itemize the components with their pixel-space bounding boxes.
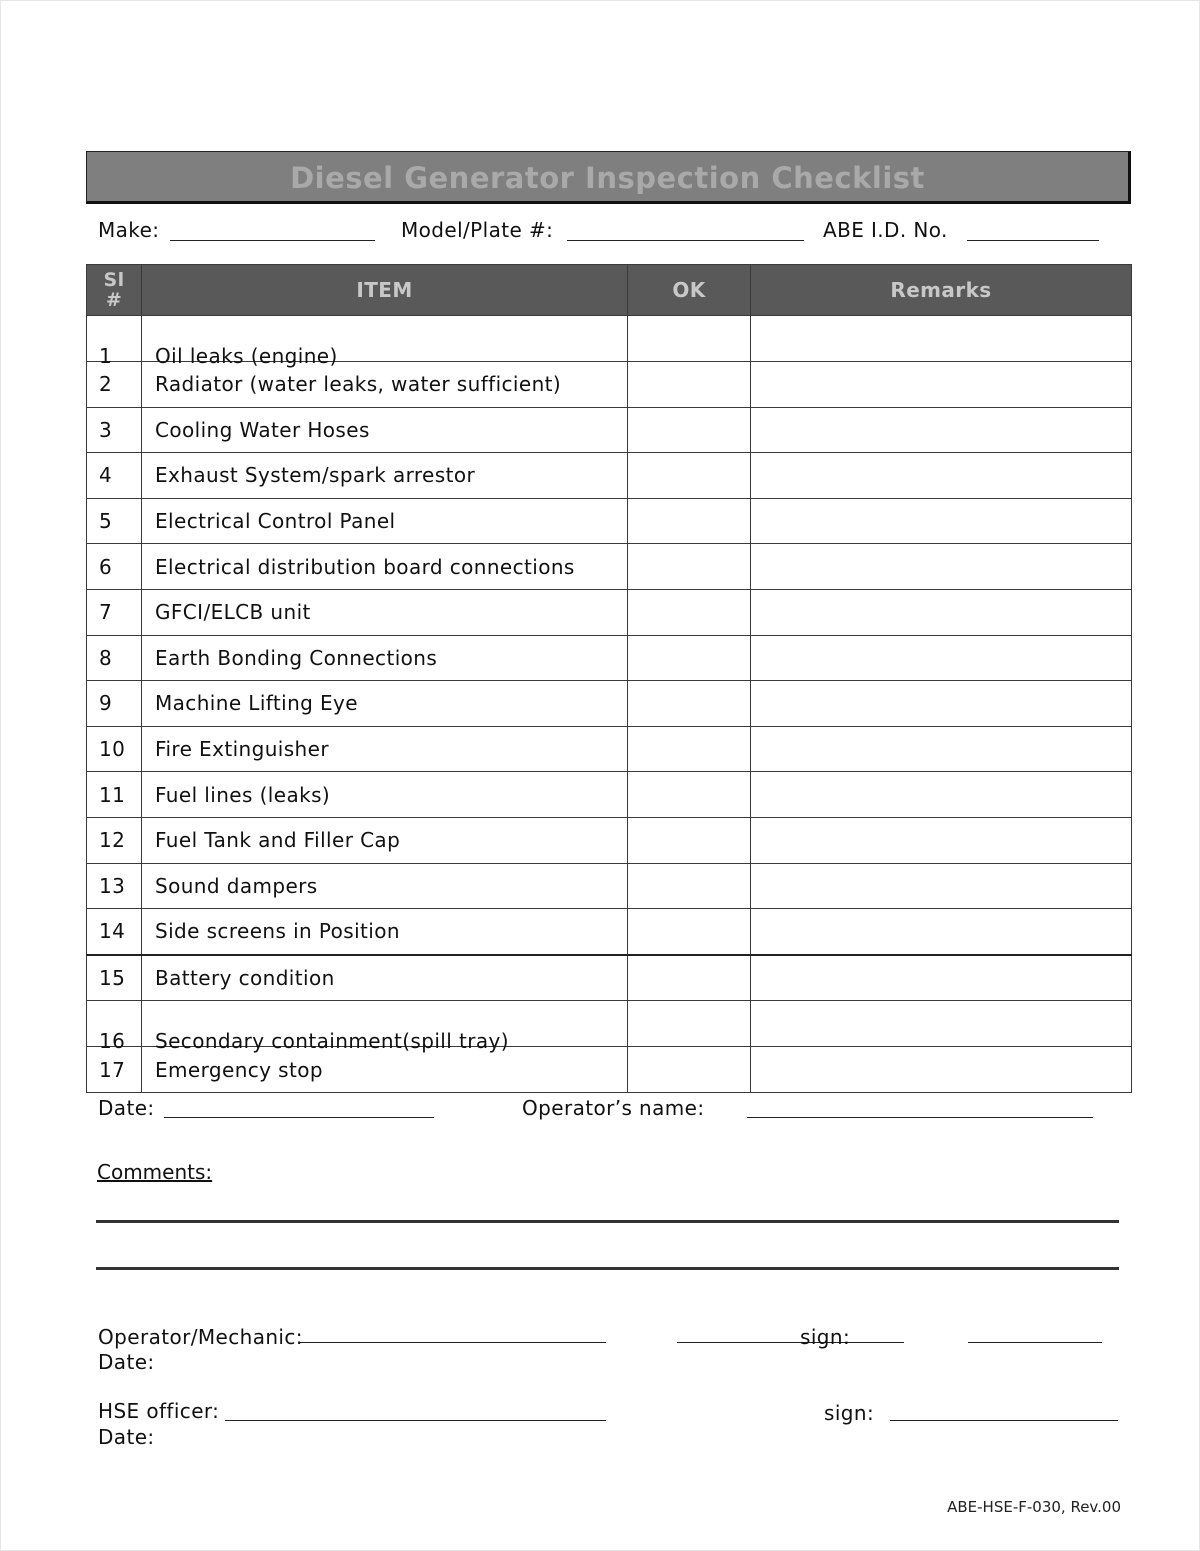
row-number: 8 xyxy=(87,635,142,681)
row-number: 5 xyxy=(87,498,142,544)
row-ok-cell[interactable] xyxy=(628,453,751,499)
abe-id-label: ABE I.D. No. xyxy=(823,218,948,242)
row-number: 1 xyxy=(87,316,142,362)
table-row xyxy=(87,1047,1132,1093)
row-remarks-cell[interactable] xyxy=(751,635,1132,681)
row-ok-cell[interactable] xyxy=(628,544,751,590)
row-number: 15 xyxy=(87,955,142,1001)
table-row xyxy=(87,726,1132,772)
row-remarks-cell[interactable] xyxy=(751,362,1132,408)
row-item: Oil leaks (engine) xyxy=(142,316,628,362)
row-item: Electrical distribution board connections xyxy=(142,544,628,590)
row-item: Electrical Control Panel xyxy=(142,498,628,544)
row-ok-cell[interactable] xyxy=(628,316,751,362)
row-item: Emergency stop xyxy=(142,1047,628,1093)
table-row xyxy=(87,955,1132,1001)
table-row xyxy=(87,544,1132,590)
column-header-sl-part: Sl xyxy=(103,269,125,291)
row-ok-cell[interactable] xyxy=(628,909,751,955)
hse-sign-label: sign: xyxy=(824,1401,875,1425)
abe-id-field[interactable] xyxy=(967,240,1099,241)
row-number: 6 xyxy=(87,544,142,590)
row-ok-cell[interactable] xyxy=(628,589,751,635)
row-remarks-cell[interactable] xyxy=(751,589,1132,635)
column-header-item: ITEM xyxy=(142,265,628,316)
row-number: 2 xyxy=(87,362,142,408)
row-remarks-cell[interactable] xyxy=(751,1001,1132,1047)
table-row xyxy=(87,681,1132,727)
mechanic-name-field[interactable] xyxy=(300,1342,606,1343)
column-header-remarks: Remarks xyxy=(751,265,1132,316)
row-number: 10 xyxy=(87,726,142,772)
row-remarks-cell[interactable] xyxy=(751,955,1132,1001)
row-remarks-cell[interactable] xyxy=(751,1047,1132,1093)
table-header-row xyxy=(87,265,1132,316)
table-row xyxy=(87,1001,1132,1047)
table-row xyxy=(87,635,1132,681)
mechanic-sign-line[interactable] xyxy=(677,1342,904,1343)
document-title: Diesel Generator Inspection Checklist xyxy=(86,151,1131,204)
row-number: 13 xyxy=(87,863,142,909)
row-ok-cell[interactable] xyxy=(628,407,751,453)
row-remarks-cell[interactable] xyxy=(751,863,1132,909)
row-item: Fuel lines (leaks) xyxy=(142,772,628,818)
row-item: Secondary containment(spill tray) xyxy=(142,1001,628,1047)
row-item: Fuel Tank and Filler Cap xyxy=(142,817,628,863)
mechanic-sign-label: sign: xyxy=(800,1325,851,1349)
row-number: 16 xyxy=(87,1001,142,1047)
make-field[interactable] xyxy=(170,240,375,241)
checklist-table xyxy=(86,264,1132,1093)
row-number: 17 xyxy=(87,1047,142,1093)
row-remarks-cell[interactable] xyxy=(751,544,1132,590)
table-row xyxy=(87,817,1132,863)
make-label: Make: xyxy=(98,218,160,242)
row-number: 3 xyxy=(87,407,142,453)
row-remarks-cell[interactable] xyxy=(751,407,1132,453)
row-ok-cell[interactable] xyxy=(628,955,751,1001)
row-remarks-cell[interactable] xyxy=(751,817,1132,863)
table-row xyxy=(87,498,1132,544)
row-remarks-cell[interactable] xyxy=(751,909,1132,955)
row-number: 7 xyxy=(87,589,142,635)
date-field[interactable] xyxy=(164,1117,434,1118)
mechanic-sign-field[interactable] xyxy=(968,1342,1102,1343)
hse-date-label: Date: xyxy=(98,1425,155,1449)
row-ok-cell[interactable] xyxy=(628,1001,751,1047)
table-row xyxy=(87,407,1132,453)
mechanic-date-label: Date: xyxy=(98,1350,155,1374)
row-item: Battery condition xyxy=(142,955,628,1001)
row-number: 12 xyxy=(87,817,142,863)
operator-name-label: Operator’s name: xyxy=(522,1096,705,1120)
column-header-sl xyxy=(87,265,142,316)
table-row xyxy=(87,909,1132,955)
row-item: Sound dampers xyxy=(142,863,628,909)
comments-line-1[interactable] xyxy=(96,1220,1119,1223)
row-item: Cooling Water Hoses xyxy=(142,407,628,453)
row-ok-cell[interactable] xyxy=(628,772,751,818)
row-item: Side screens in Position xyxy=(142,909,628,955)
row-number: 11 xyxy=(87,772,142,818)
operator-name-field[interactable] xyxy=(747,1117,1093,1118)
row-ok-cell[interactable] xyxy=(628,1047,751,1093)
column-header-sl-part: # xyxy=(105,289,123,311)
mechanic-label: Operator/Mechanic: xyxy=(98,1325,303,1349)
form-code: ABE-HSE-F-030, Rev.00 xyxy=(947,1498,1121,1516)
row-number: 9 xyxy=(87,681,142,727)
row-item: Fire Extinguisher xyxy=(142,726,628,772)
table-row xyxy=(87,589,1132,635)
row-remarks-cell[interactable] xyxy=(751,453,1132,499)
row-ok-cell[interactable] xyxy=(628,863,751,909)
table-row xyxy=(87,316,1132,362)
hse-sign-field[interactable] xyxy=(890,1420,1118,1421)
column-header-ok: OK xyxy=(628,265,751,316)
row-item: Machine Lifting Eye xyxy=(142,681,628,727)
comments-line-2[interactable] xyxy=(96,1267,1119,1270)
date-label: Date: xyxy=(98,1096,155,1120)
comments-label: Comments: xyxy=(97,1160,213,1184)
table-row xyxy=(87,863,1132,909)
row-item: GFCI/ELCB unit xyxy=(142,589,628,635)
row-item: Earth Bonding Connections xyxy=(142,635,628,681)
row-number: 14 xyxy=(87,909,142,955)
row-ok-cell[interactable] xyxy=(628,817,751,863)
row-ok-cell[interactable] xyxy=(628,498,751,544)
row-item: Exhaust System/spark arrestor xyxy=(142,453,628,499)
table-row xyxy=(87,362,1132,408)
model-plate-label: Model/Plate #: xyxy=(401,218,554,242)
row-item: Radiator (water leaks, water sufficient) xyxy=(142,362,628,408)
row-remarks-cell[interactable] xyxy=(751,726,1132,772)
table-row xyxy=(87,772,1132,818)
model-plate-field[interactable] xyxy=(567,240,804,241)
row-remarks-cell[interactable] xyxy=(751,772,1132,818)
hse-officer-label: HSE officer: xyxy=(98,1399,220,1423)
row-remarks-cell[interactable] xyxy=(751,498,1132,544)
table-row xyxy=(87,453,1132,499)
hse-officer-field[interactable] xyxy=(225,1420,606,1421)
row-remarks-cell[interactable] xyxy=(751,681,1132,727)
row-number: 4 xyxy=(87,453,142,499)
row-ok-cell[interactable] xyxy=(628,681,751,727)
row-ok-cell[interactable] xyxy=(628,726,751,772)
row-ok-cell[interactable] xyxy=(628,362,751,408)
row-ok-cell[interactable] xyxy=(628,635,751,681)
row-remarks-cell[interactable] xyxy=(751,316,1132,362)
